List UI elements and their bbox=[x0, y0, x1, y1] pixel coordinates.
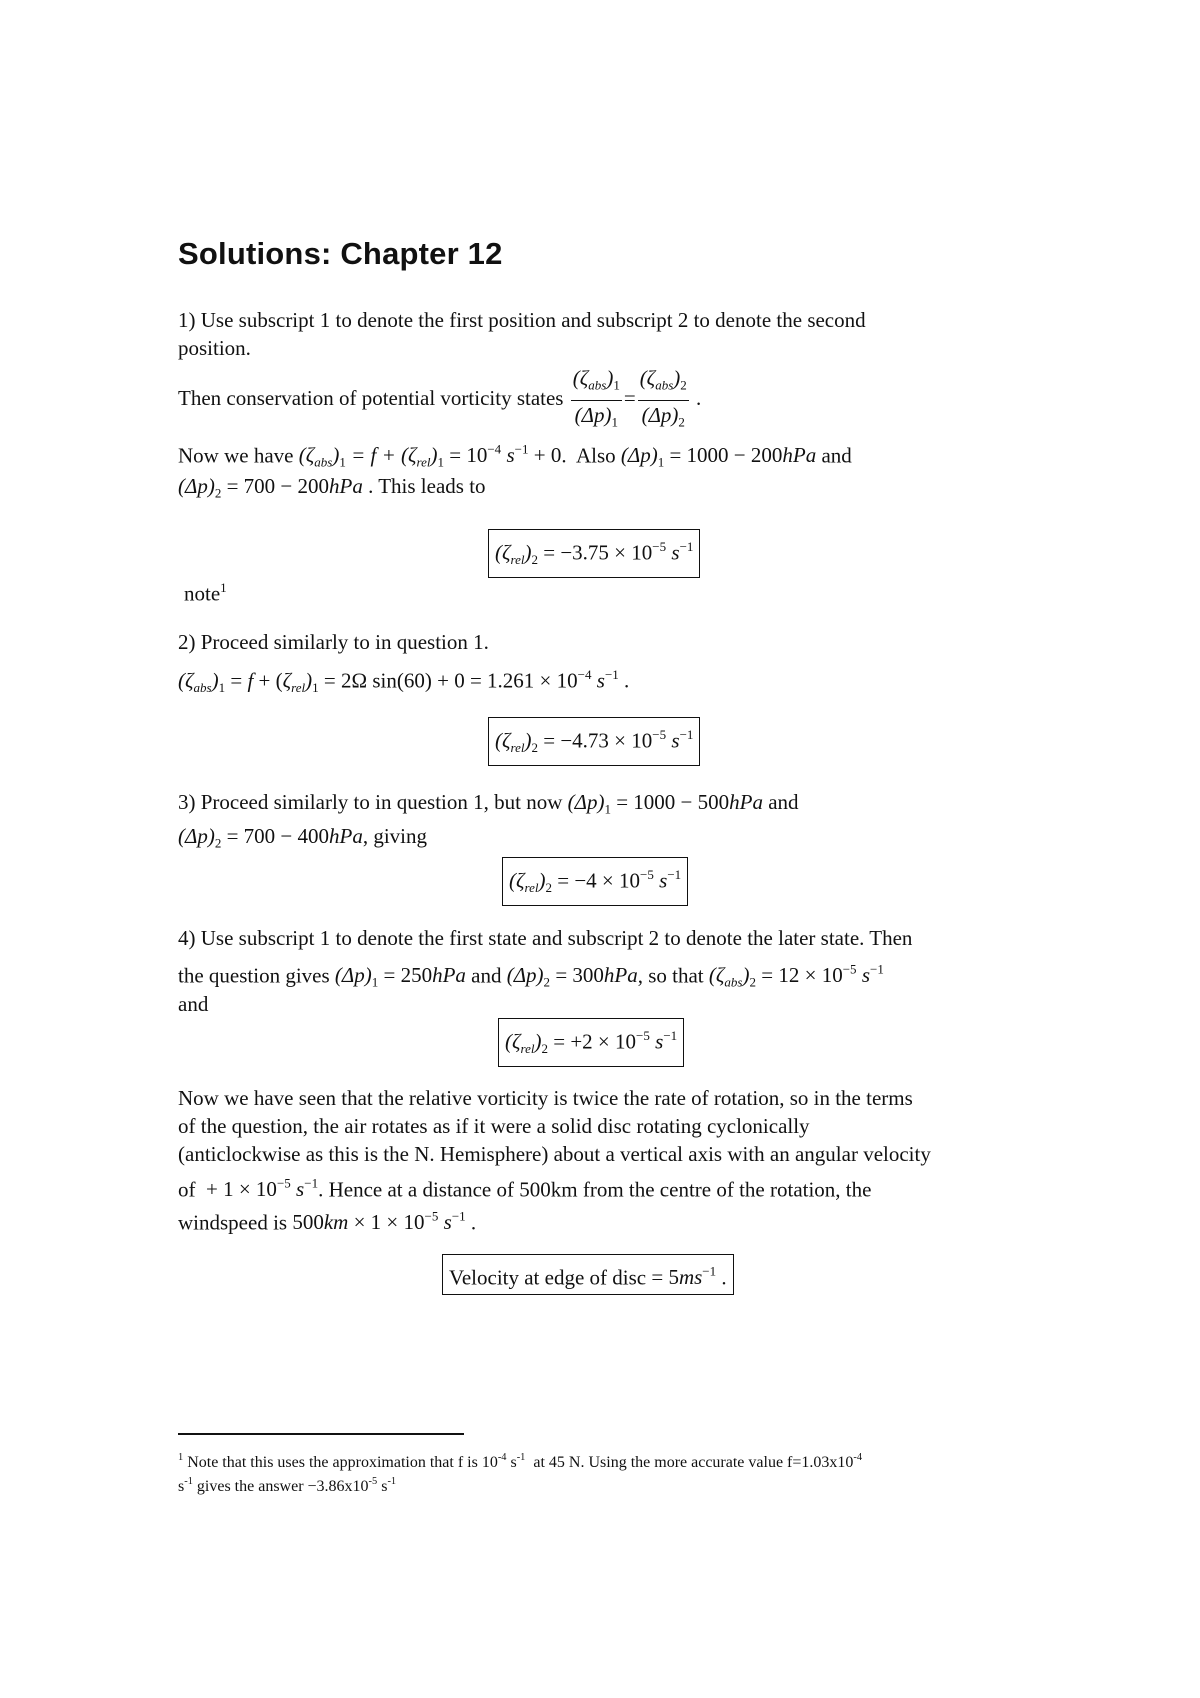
q3-line2: $(\Delta p)_2 = 700 - 400hPa$, giving bbox=[178, 824, 428, 851]
q5-answer-box: Velocity at edge of disc = $5ms^{-1}$ . bbox=[442, 1254, 734, 1295]
q1-answer-value: = −3.75 × 10 bbox=[543, 540, 653, 565]
q1-note bbox=[184, 574, 227, 607]
q1-conservation-line: Then conservation of potential vorticity states $\frac{(\zeta_{abs})_1}{(\Delta p)_1}$ = $\frac{(\zeta_{abs})_2}{(\Delta p)_2}$ . bbox=[178, 364, 701, 436]
q4-line2: the question gives $(\Delta p)_1 = 250hPa$ and $(\Delta p)_2 = 300hPa$, so that $(\zeta_{abs})_2 = 12 \times 10^{-5}$ $s^{-1}$ bbox=[178, 962, 884, 990]
q2-answer-exponent: −5 bbox=[652, 727, 667, 742]
q5-windspeed-text: windspeed is bbox=[178, 1210, 288, 1235]
q3-line1: 3) Proceed similarly to in question 1, but now $(\Delta p)_1 = 1000 - 500hPa$ and bbox=[178, 790, 799, 817]
q3-answer-box: $(\zeta_{rel})_2 = -4 \times 10^{-5}$ $s^{-1}$ bbox=[502, 857, 688, 906]
q2-answer-box: $(\zeta_{rel})_2 = -4.73 \times 10^{-5}$ $s^{-1}$ bbox=[488, 717, 700, 766]
pv-fraction-1: $\frac{(\zeta_{abs})_1}{(\Delta p)_1}$ bbox=[572, 366, 620, 430]
q5-line5: windspeed is $500km \times 1 \times 10^{-5}$ $s^{-1}$ . bbox=[178, 1209, 477, 1235]
q4-answer-exponent: −5 bbox=[636, 1028, 650, 1043]
footnote-text-b: at 45 N. Using the more accurate value f=1.03x10 bbox=[533, 1453, 854, 1471]
q1-answer-box: $(\zeta_{rel})_2 = -3.75 \times 10^{-5}$ $s^{-1}$ bbox=[488, 529, 700, 578]
q1-answer-exponent: −5 bbox=[652, 539, 667, 554]
q2-line1: 2) Proceed similarly to in question 1. bbox=[178, 630, 489, 654]
q4-and-line: and bbox=[178, 992, 209, 1016]
q3-and-text: and bbox=[768, 790, 799, 814]
q1-and-text: and bbox=[821, 443, 852, 468]
q1-also-text: Also bbox=[575, 443, 616, 468]
q1-line1: 1) Use subscript 1 to denote the first position and subscript 2 to denote the second bbox=[178, 308, 866, 332]
q4-answer-box: $(\zeta_{rel})_2 = +2 \times 10^{-5}$ $s^{-1}$ bbox=[498, 1018, 684, 1067]
q4-line1: 4) Use subscript 1 to denote the first state and subscript 2 to denote the later state. Then bbox=[178, 926, 913, 950]
q1-leads-line: $(\Delta p)_2 = 700 - 200hPa$ . This leads to bbox=[178, 474, 486, 501]
q2-answer-value: = −4.73 × 10 bbox=[543, 728, 653, 753]
q5-hence-text: . Hence at a distance of 500km from the centre of the rotation, the bbox=[318, 1177, 872, 1202]
pv-fraction-2: $\frac{(\zeta_{abs})_2}{(\Delta p)_2}$ bbox=[639, 366, 687, 430]
q2-equation: $(\zeta_{abs})_1 = f + (\zeta_{rel})_1 = 2\Omega$ $\sin(60) + 0 = 1.261 \times 10^{-4}$ $s^{-1}$ . bbox=[178, 667, 630, 695]
note-ref: 1 bbox=[220, 580, 227, 595]
q1-now-text: Now we have bbox=[178, 443, 294, 468]
q1-now-line: Now we have $(\zeta_{abs})_1 = f + (\zeta_{rel})_1 = 10^{-4}$ $s^{-1} + 0$. Also $(\Delta p)_1 = 1000 - 200hPa$ and bbox=[178, 442, 852, 470]
footnote-text-a: Note that this uses the approximation that f is 10 bbox=[187, 1453, 498, 1471]
q5-line1: Now we have seen that the relative vorticity is twice the rate of rotation, so in the terms bbox=[178, 1086, 913, 1110]
q5-line2: of the question, the air rotates as if it were a solid disc rotating cyclonically bbox=[178, 1114, 810, 1138]
footnote-line2: $s^{-1}$ gives the answer $-3.86x10^{-5}$ $s^{-1}$ bbox=[178, 1476, 397, 1495]
q5-of-text: of bbox=[178, 1177, 196, 1202]
q3-answer-exponent: −5 bbox=[640, 867, 654, 882]
q1-conservation-text: Then conservation of potential vorticity states bbox=[178, 385, 564, 410]
q5-line4: of + $1 \times 10^{-5}$ $s^{-1}$. Hence at a distance of 500km from the centre of the rotation, the bbox=[178, 1176, 872, 1202]
q1-line2: position. bbox=[178, 336, 251, 360]
footnote-line1: $^1$ Note that this uses the approximation that f is $10^{-4}$ $s^{-1}$ at 45 N. Using the more accurate value $f=1.03x10^{-4}$ bbox=[178, 1452, 863, 1471]
q4-gives-text: the question gives bbox=[178, 963, 330, 988]
page-title: Solutions: Chapter 12 bbox=[178, 236, 503, 271]
q2-equation-exponent: −4 bbox=[577, 667, 592, 682]
q5-answer-label: Velocity at edge of disc bbox=[449, 1265, 647, 1290]
q4-answer-value: = +2 × 10 bbox=[553, 1029, 637, 1054]
q3-giving-text: , giving bbox=[362, 824, 428, 848]
q4-and-text: and bbox=[471, 963, 502, 988]
footnote-rule bbox=[178, 1433, 464, 1435]
q4-so-that-text: , so that bbox=[637, 963, 704, 988]
footnote-text-c: gives the answer −3.86x10 bbox=[196, 1477, 369, 1495]
q3-text: 3) Proceed similarly to in question 1, but now bbox=[178, 790, 563, 814]
q1-leads-text: . This leads to bbox=[368, 474, 486, 498]
q5-line3: (anticlockwise as this is the N. Hemisphere) about a vertical axis with an angular velocity bbox=[178, 1142, 931, 1166]
q3-answer-value: = −4 × 10 bbox=[557, 868, 641, 893]
footnote-marker: 1 bbox=[178, 1452, 184, 1463]
note-text: note bbox=[184, 581, 221, 606]
q2-equation-rest: = 2Ω sin(60) + 0 = 1.261 × 10 bbox=[323, 668, 578, 693]
